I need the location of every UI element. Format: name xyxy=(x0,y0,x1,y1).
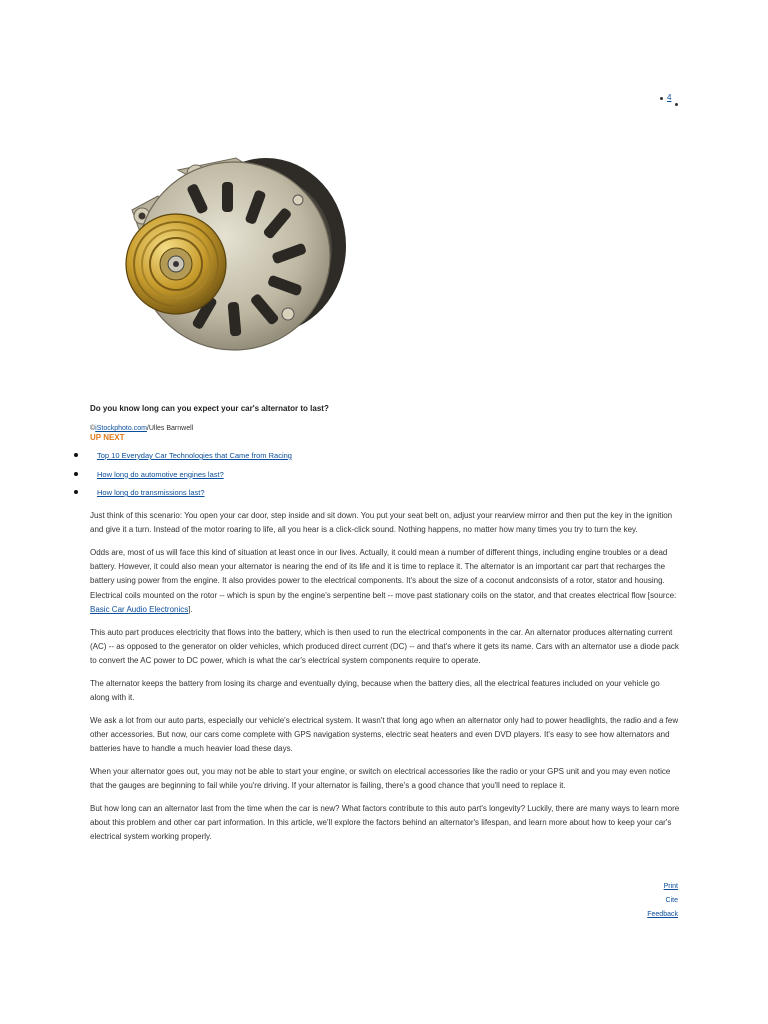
paragraph-text-end: ]. xyxy=(188,604,193,614)
related-link[interactable]: Top 10 Everyday Car Technologies that Came from Racing xyxy=(97,451,292,460)
bullet-icon xyxy=(74,453,78,457)
credit-prefix: © xyxy=(90,425,96,432)
up-next-list xyxy=(72,449,292,505)
article-paragraph: This auto part produces electricity that flows into the battery, which is then used to run the electrical components in the car. An alternator produces alternating current (AC) -- as opposed to the generator on older vehicles, which produced direct current (DC) -- and that's where it gets its name. Cars with an alternator use a diode pack to convert the AC power to DC power, which is what the car's electrical system components require to operate. xyxy=(90,627,679,666)
article-body xyxy=(90,509,680,853)
list-item xyxy=(72,468,292,487)
cite-link[interactable]: Cite xyxy=(665,897,678,904)
credit-source-link[interactable]: iStockphoto.com xyxy=(95,425,147,432)
article-paragraph: But how long can an alternator last from the time when the car is new? What factors contribute to this auto part's longevity? Luckily, there are many ways to learn more about this problem and other car part information. In this article, we'll explore the factors behind an alternator's lifespan, and learn more about how to keep your car's electrical system working properly. xyxy=(90,804,680,842)
related-link[interactable]: How long do transmissions last? xyxy=(97,488,205,497)
article-paragraph xyxy=(90,546,680,617)
page-pager xyxy=(660,93,678,106)
paragraph-text: Odds are, most of us will face this kind of situation at least once in our lives. Actually, it could mean a number of different things, including engine troubles or a dead battery. However, it could also mean your alternator is nearing the end of its life and it is time to replace it. The alternator is an important car part that recharges the battery using power from the engine. It also provides power to the electrical components. It's about the size of a coconut andconsists of a rotor, stator and housing. Electrical coils mounted on the rotor -- which is spun by the engine's serpentine belt -- move past stationary coils on the stator, and that creates electrical flow [source: xyxy=(90,548,677,600)
up-next-heading: UP NEXT xyxy=(90,433,125,442)
bullet-icon xyxy=(74,490,78,494)
print-link[interactable]: Print xyxy=(663,883,678,890)
pager-page-link[interactable]: 4 xyxy=(667,93,672,102)
article-paragraph: We ask a lot from our auto parts, especially our vehicle's electrical system. It wasn't that long ago when an alternator only had to power headlights, the radio and a few other accessories. But now, our cars come complete with GPS navigation systems, electric seat heaters and even DVD players. It's easy to see how alternators and batteries have to handle a much heavier load these days. xyxy=(90,715,679,754)
article-paragraph: The alternator keeps the battery from losing its charge and eventually dying, because when the battery dies, all the electrical features included on your vehicle go along with it. xyxy=(90,678,660,703)
credit-photographer: /Ulles Barnwell xyxy=(146,425,194,432)
pager-row-next xyxy=(675,103,678,106)
list-item xyxy=(72,486,292,505)
bullet-icon xyxy=(74,472,78,476)
image-caption: Do you know long can you expect your car's alternator to last? xyxy=(90,404,329,413)
feedback-link[interactable]: Feedback xyxy=(647,911,678,918)
related-link[interactable]: How long do automotive engines last? xyxy=(97,469,224,479)
pager-bullet xyxy=(675,103,678,106)
source-link[interactable]: Basic Car Audio Electronics xyxy=(90,604,189,614)
article-tools xyxy=(647,880,678,922)
pager-row-current xyxy=(660,93,678,103)
list-item xyxy=(72,449,292,468)
alternator-image xyxy=(118,150,350,360)
image-credit xyxy=(90,425,193,432)
pager-bullet xyxy=(660,97,663,100)
article-paragraph: Just think of this scenario: You open your car door, step inside and sit down. You put your seat belt on, adjust your rearview mirror and then put the key in the ignition and give it a turn. Instead of the motor roaring to life, all you hear is a click-click sound. Nothing happens, no matter how many times you try to turn the key. xyxy=(90,511,673,535)
article-paragraph: When your alternator goes out, you may not be able to start your engine, or switch on electrical accessories like the radio or your GPS unit and you may even notice that the gauges are beginning to fail while you're driving. If your alternator is failing, there's a good chance that you'll need to replace it. xyxy=(90,767,671,791)
